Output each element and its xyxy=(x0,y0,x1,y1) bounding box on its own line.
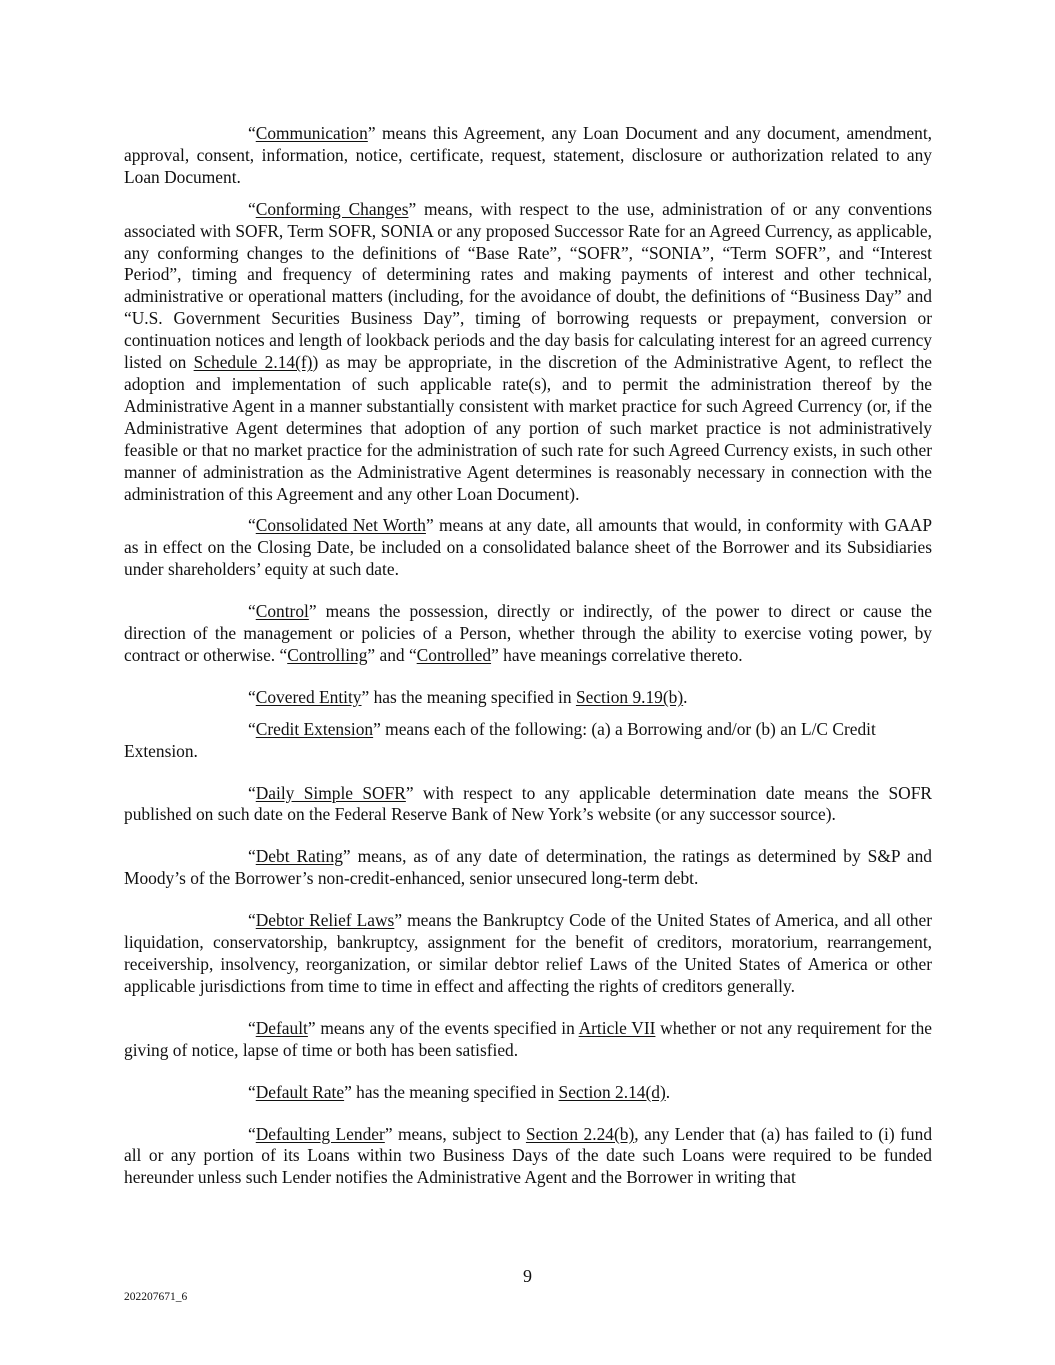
definition-text: ” means at any date, all amounts that would, in conformity with GAAP as in effect on the Closing Date, be included on a consolidated balance sheet of the Borrower and its Subsidiaries under shareholders’ equity at such date. xyxy=(124,515,932,580)
definition-text: ) as may be appropriate, in the discretion of the Administrative Agent, to reflect the adoption and implementation of such applicable rate(s), and to permit the administration thereof by the Administrative Agent in a manner substantially consistent with market practice for such Agreed Currency (or, if the Administrative Agent determines that adoption of any portion of such market practice is not administratively feasible or that no market practice for the administration of such rate for such Agreed Currency exists, in such other manner of administration as the Administrative Agent determines is reasonably necessary in connection with the administration of this Agreement and any other Loan Document). xyxy=(124,352,933,504)
open-quote: “ xyxy=(248,1081,256,1102)
definition-text: ” means this Agreement, any Loan Document and any document, amendment, approval, consent, information, notice, certificate, request, statement, disclosure or authorization related to any Loan Document. xyxy=(124,123,932,187)
cross-reference: Schedule 2.14(f) xyxy=(193,352,313,373)
definition-text: ” means the Bankruptcy Code of the United States of America, and all other liquidation, conservatorship, bankruptcy, assignment for the benefit of creditors, moratorium, rearrangement, receivership, insolvency, reorganization, or similar debtor relief Laws of the United States of America or other applicable jurisdictions from time to time in effect and affecting the rights of creditors generally. xyxy=(124,910,932,996)
definition-default xyxy=(124,1018,932,1062)
definition-text: ” means, subject to xyxy=(384,1123,526,1144)
definition-consolidated-net-worth xyxy=(124,515,932,581)
open-quote: “ xyxy=(248,846,256,867)
open-quote: “ xyxy=(248,718,256,739)
definition-text: ” means any of the events specified in xyxy=(307,1017,579,1038)
open-quote: “ xyxy=(248,123,256,143)
definition-text: , any Lender that (a) has failed to (i) fund all or any portion of its Loans within two Business Days of the date such Loans were required to be funded hereunder unless such Lender notifies the Administrative Agent and the Borrower in writing that xyxy=(124,1123,933,1188)
open-quote: “ xyxy=(248,782,256,803)
open-quote: “ xyxy=(248,601,256,622)
defined-term: Controlled xyxy=(416,644,492,665)
open-quote: “ xyxy=(248,910,256,931)
defined-term: Debt Rating xyxy=(255,846,343,867)
defined-term: Control xyxy=(255,601,309,622)
definition-control xyxy=(124,601,932,667)
cross-reference: Section 2.14(d) xyxy=(558,1081,666,1102)
definition-text: ” has the meaning specified in xyxy=(344,1081,559,1102)
defined-term: Default Rate xyxy=(255,1081,345,1102)
defined-term: Credit Extension xyxy=(255,718,374,739)
definition-text: ” means each of the following: (a) a Borrowing and/or (b) an L/C Credit xyxy=(373,718,876,739)
definition-credit-extension xyxy=(124,719,932,763)
document-id: 202207671_6 xyxy=(124,1291,188,1303)
open-quote: “ xyxy=(248,198,256,219)
definition-text: whether or not any requirement for the giving of notice, lapse of time or both has been satisfied. xyxy=(124,1017,932,1060)
definition-text: ” means the possession, directly or indirectly, of the power to direct or cause the direction of the management or policies of a Person, whether through the ability to exercise voting power, by contract or otherwise. “ xyxy=(124,601,932,665)
definition-text: ” means, with respect to the use, administration of or any conventions associated with SOFR, Term SOFR, SONIA or any proposed Successor Rate for an Agreed Currency, as applicable, any conforming changes to the definitions of “Base Rate”, “SOFR”, “SONIA”, “Term SOFR”, and “Interest Period”, timing and frequency of determining rates and making payments of interest and other technical, administrative or operational matters (including, for the avoidance of doubt, the definitions of “Business Day” and “U.S. Government Securities Business Day”, timing of borrowing requests or prepayment, conversion or continuation notices and length of lookback periods and the day basis for calculating interest for an agreed currency listed on xyxy=(124,198,932,373)
definition-text: ” has the meaning specified in xyxy=(361,686,576,707)
defined-term: Communication xyxy=(255,123,368,143)
defined-term: Debtor Relief Laws xyxy=(255,910,395,931)
cross-reference: Section 2.24(b) xyxy=(525,1123,635,1144)
definition-debt-rating xyxy=(124,846,932,890)
definition-conforming-changes xyxy=(124,199,932,506)
definition-text: . xyxy=(683,686,688,707)
open-quote: “ xyxy=(248,1017,256,1038)
definition-text: ” have meanings correlative thereto. xyxy=(491,644,743,665)
definition-covered-entity xyxy=(124,687,932,709)
defined-term: Conforming Changes xyxy=(255,198,409,219)
open-quote: “ xyxy=(248,515,256,536)
definition-text: ” with respect to any applicable determination date means the SOFR published on such date on the Federal Reserve Bank of New York’s website (or any successor source). xyxy=(124,782,932,825)
definition-text: . xyxy=(665,1081,671,1102)
definition-text-continued: Extension. xyxy=(124,740,198,761)
defined-term: Controlling xyxy=(287,644,368,665)
document-body xyxy=(124,123,932,1189)
cross-reference: Article VII xyxy=(578,1017,656,1038)
defined-term: Daily Simple SOFR xyxy=(255,782,406,803)
definition-daily-simple-sofr xyxy=(124,783,932,827)
definition-defaulting-lender xyxy=(124,1124,932,1190)
cross-reference: Section 9.19(b) xyxy=(575,686,684,707)
definition-default-rate xyxy=(124,1082,932,1104)
definition-text: ” and “ xyxy=(367,644,417,665)
definition-text: ” means, as of any date of determination, the ratings as determined by S&P and Moody’s of the Borrower’s non-credit-enhanced, senior unsecured long-term debt. xyxy=(124,846,932,889)
defined-term: Consolidated Net Worth xyxy=(255,515,426,536)
definition-debtor-relief-laws xyxy=(124,910,932,998)
defined-term: Defaulting Lender xyxy=(255,1123,385,1144)
page-number: 9 xyxy=(523,1266,532,1286)
open-quote: “ xyxy=(248,1123,256,1144)
defined-term: Default xyxy=(255,1017,308,1038)
definition-communication xyxy=(124,123,932,189)
open-quote: “ xyxy=(248,686,256,707)
defined-term: Covered Entity xyxy=(255,686,362,707)
